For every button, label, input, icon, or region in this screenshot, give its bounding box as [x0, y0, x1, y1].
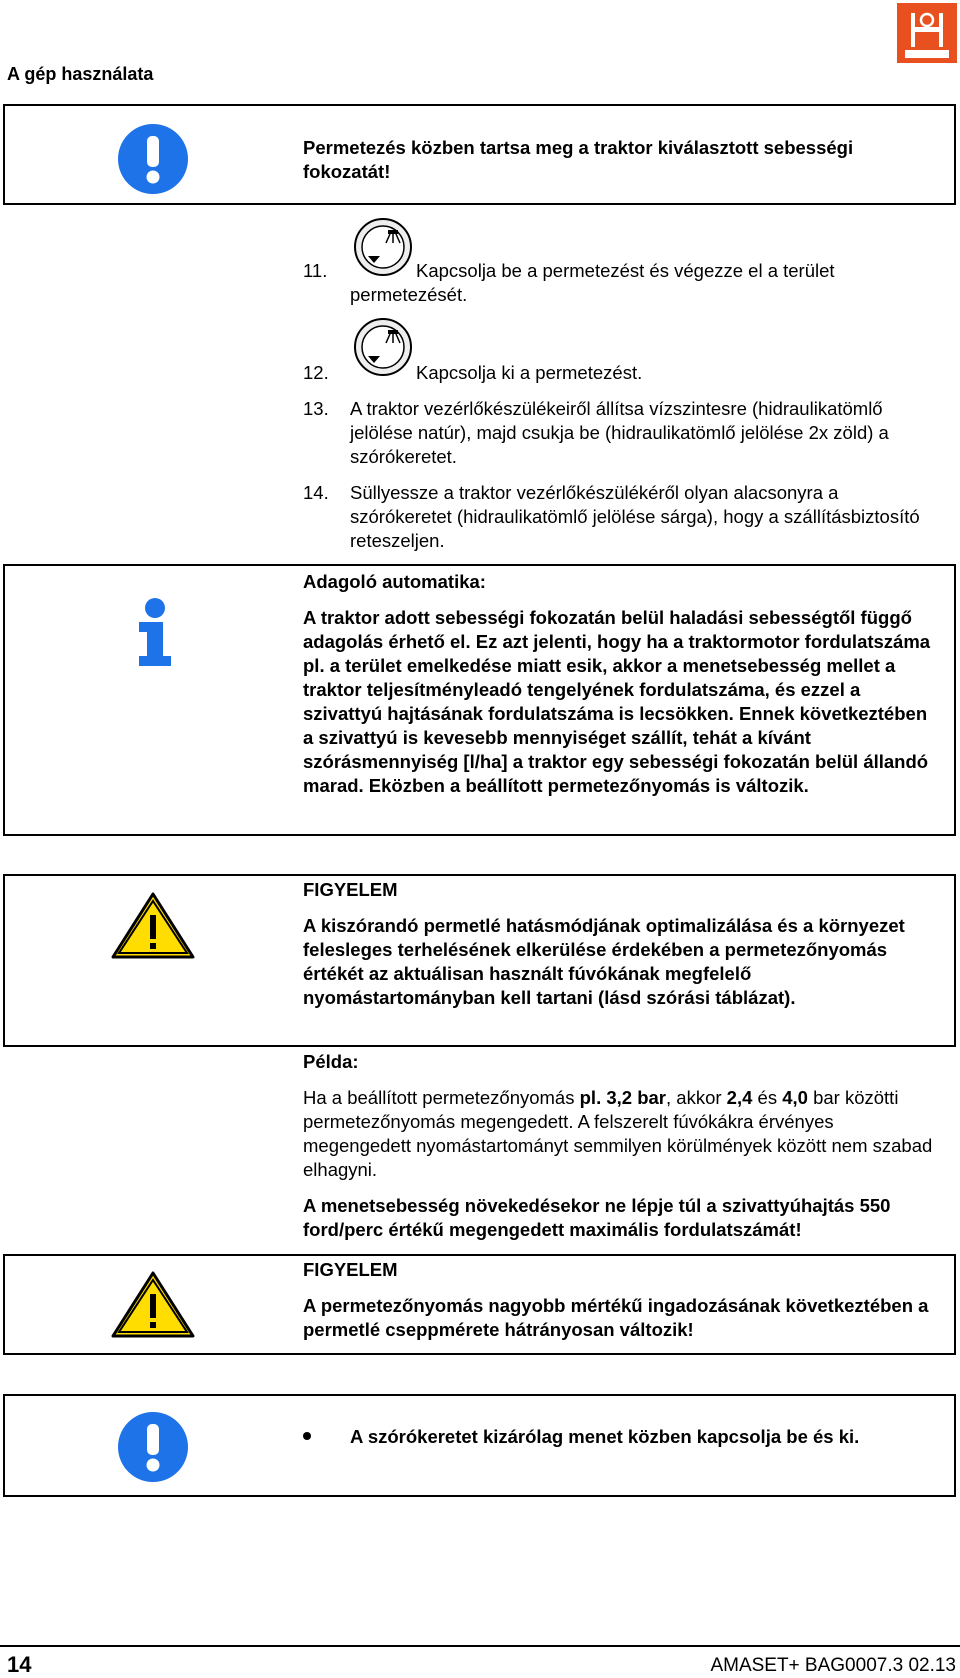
exclamation-icon — [118, 1412, 188, 1487]
dosing-heading: Adagoló automatika: — [303, 571, 486, 592]
step-14-text: Süllyessze a traktor vezérlőkészülékéről olyan alacsonyra a szórókeretet (hidraulikatömlő jelölése sárga), hogy a szállításbiztosító reteszeljen. — [350, 482, 920, 551]
dosing-text: A traktor adott sebességi fokozatán belül haladási sebességtől függő adagolás érhető el. Ez azt jelenti, hogy ha a traktormotor fordulatszáma pl. a terület emelkedése miatt esik, akkor a menetsebesség mellet a traktor teljesítményleadó tengelyének fordulatszáma, és ezzel a szivattyú hajtásának fordulatszáma is lecsökken. Ennek következtében a szivattyú is kevesebb mennyiséget szállít, tehát a kívánt szórásmennyiség [l/ha] a traktor egy sebességi fokozatán belül állandó marad. Eközben a beállított permetezőnyomás is változik. — [303, 607, 931, 796]
exclamation-icon — [118, 124, 188, 199]
droplet-warning-heading: FIGYELEM — [303, 1259, 398, 1280]
sprayer-switch-icon — [352, 216, 414, 283]
warning-triangle-icon — [111, 891, 195, 964]
step-11-line2: permetezését. — [350, 284, 468, 305]
step-13-number: 13. — [303, 398, 329, 419]
info-icon — [135, 598, 175, 671]
sprayer-switch-icon — [352, 316, 414, 383]
max-speed-text: A menetsebesség növekedésekor ne lépje túl a szivattyúhajtás 550 ford/perc értékű megengedett maximális fordulatszámát! — [303, 1195, 891, 1240]
step-14-number: 14. — [303, 482, 329, 503]
pressure-warning-heading: FIGYELEM — [303, 879, 398, 900]
step-11-line1: Kapcsolja be a permetezést és végezze el a terület — [416, 260, 835, 281]
bullet-icon — [303, 1432, 311, 1440]
boom-note-text: A szórókeretet kizárólag menet közben kapcsolja be és ki. — [350, 1426, 860, 1447]
step-12-text: Kapcsolja ki a permetezést. — [416, 362, 643, 383]
example-heading: Példa: — [303, 1051, 359, 1072]
pressure-warning-text: A kiszórandó permetlé hatásmódjának optimalizálása és a környezet felesleges terhelésének elkerülése érdekében a permetezőnyomás értékét az aktuálisan használt fúvókának megfelelő nyomástartományban kell tartani (lásd szórási táblázat). — [303, 915, 905, 1008]
step-12-number: 12. — [303, 362, 329, 383]
section-title: A gép használata — [7, 64, 154, 84]
document-code: AMASET+ BAG0007.3 02.13 — [710, 1655, 956, 1676]
warning-triangle-icon — [111, 1270, 195, 1343]
note-speed-text: Permetezés közben tartsa meg a traktor kiválasztott sebességi fokozatát! — [303, 137, 854, 182]
step-13-text: A traktor vezérlőkészülékeiről állítsa vízszintesre (hidraulikatömlő jelölése natúr), majd csukja be (hidraulikatömlő jelölése 2x zöld) a szórókeretet. — [350, 398, 889, 467]
step-11-number: 11. — [303, 260, 328, 281]
droplet-warning-text: A permetezőnyomás nagyobb mértékű ingadozásának következtében a permetlé cseppmérete hátrányosan változik! — [303, 1295, 929, 1340]
footer-rule — [0, 1645, 960, 1647]
example-paragraph: Ha a beállított permetezőnyomás pl. 3,2 bar, akkor 2,4 és 4,0 bar közötti permetezőnyomás megengedett. A felszerelt fúvókákra érvényes megengedett nyomástartományt semmilyen körülmények között nem szabad elhagyni. — [303, 1087, 933, 1180]
amazone-logo — [897, 3, 957, 63]
page-number: 14 — [7, 1652, 32, 1677]
